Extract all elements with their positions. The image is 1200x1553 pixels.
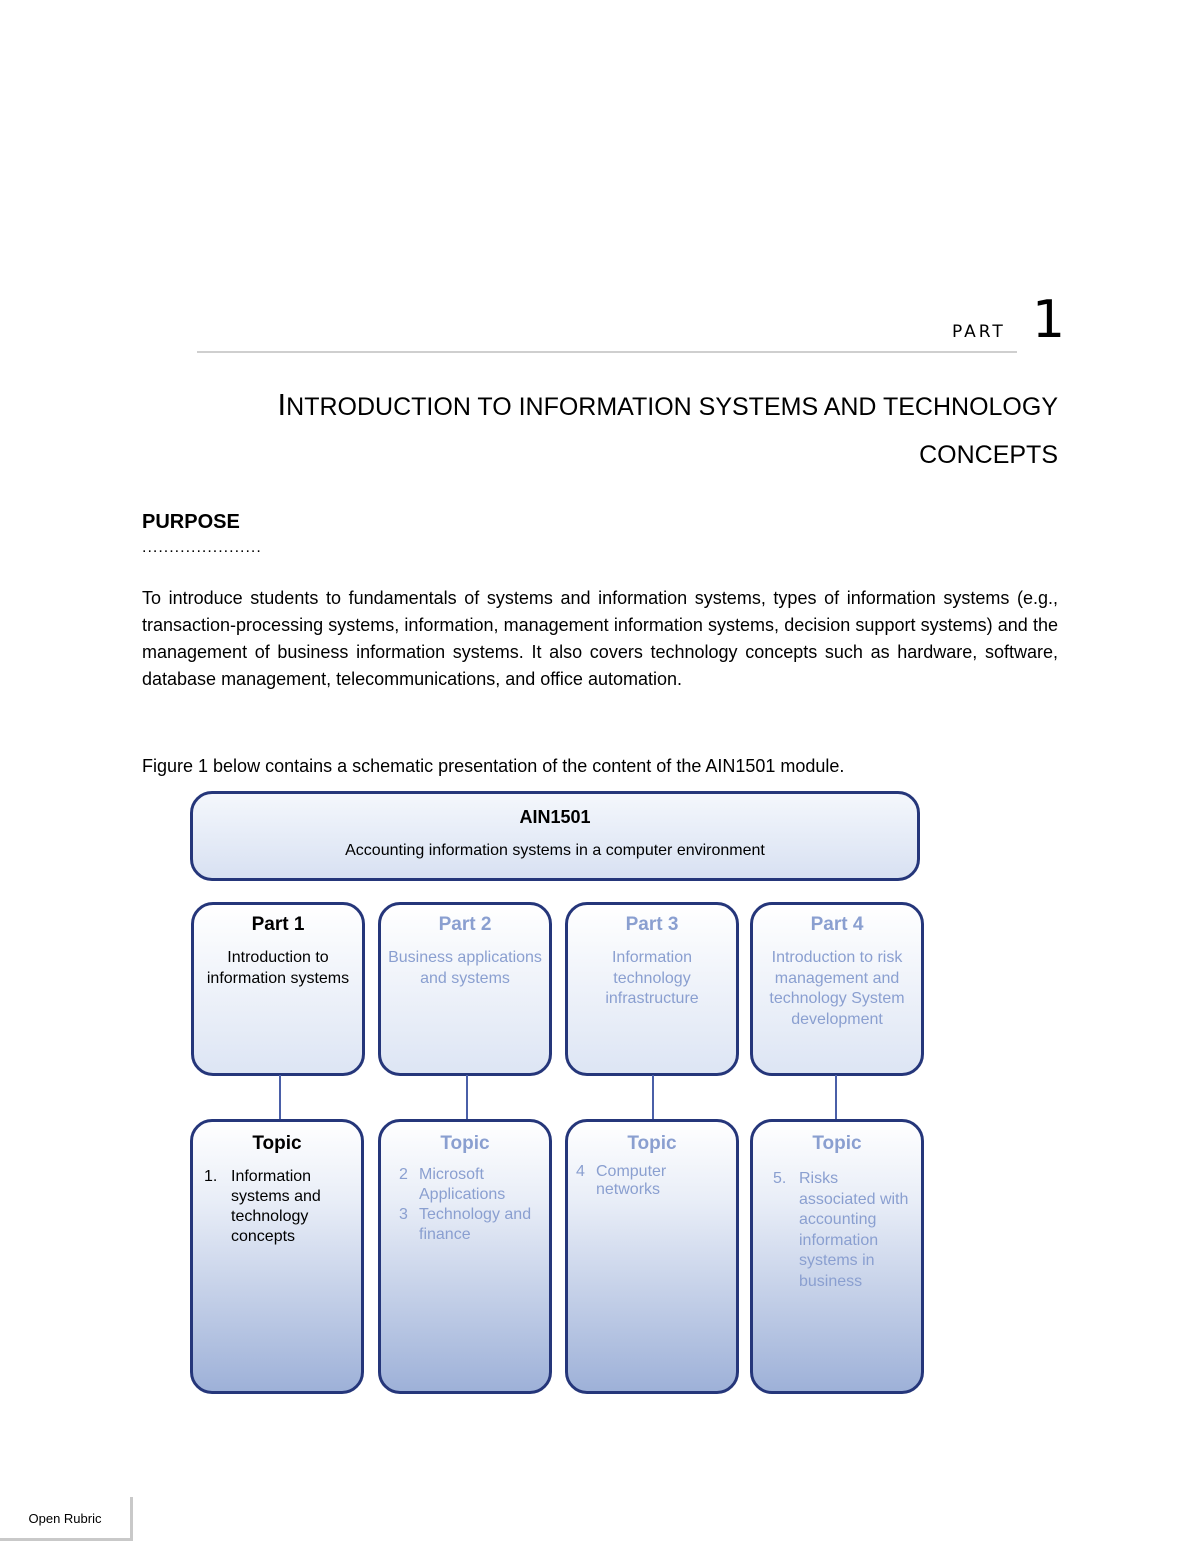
topic-item-number: 5. (773, 1170, 787, 1187)
connector-2 (466, 1075, 468, 1119)
title-initial: I (277, 387, 287, 422)
part-box-title: Part 1 (251, 914, 305, 935)
topic-item (381, 1165, 549, 1205)
part-rule (197, 351, 1017, 353)
topic-box-3 (565, 1119, 739, 1394)
figure-caption: Figure 1 below contains a schematic presentation of the content of the AIN1501 module. (142, 756, 845, 776)
topic-item (193, 1167, 361, 1247)
purpose-dots: ...................... (142, 539, 262, 556)
page-title-line1 (278, 387, 1058, 423)
part-box-title: Part 2 (438, 914, 492, 935)
part-box-4 (750, 902, 924, 1076)
title-line1-text: NTRODUCTION TO INFORMATION SYSTEMS AND TECHNOLOGY (286, 393, 1058, 421)
topic-item (568, 1163, 736, 1199)
topic-item (753, 1169, 921, 1292)
part-box-title: Part 4 (810, 914, 864, 935)
module-name: Accounting information systems in a computer environment (345, 842, 765, 859)
part-box-1 (191, 902, 365, 1076)
topic-list (568, 1163, 736, 1199)
topic-box-2 (378, 1119, 552, 1394)
topic-box-title: Topic (440, 1133, 490, 1154)
topic-item-number: 2 (399, 1166, 408, 1183)
part-box-title: Part 3 (625, 914, 679, 935)
topic-box-title: Topic (627, 1133, 677, 1154)
topic-list (753, 1169, 921, 1292)
part-box-description: Introduction to information systems (206, 949, 350, 987)
topic-box-title: Topic (252, 1133, 302, 1154)
connector-3 (652, 1075, 654, 1119)
part-number: 1 (1032, 290, 1066, 350)
topic-item-number: 4 (576, 1163, 585, 1180)
part-box-description: Business applications and systems (388, 949, 542, 987)
part-box-3 (565, 902, 739, 1076)
part-box-description: Information technology infrastructure (605, 949, 699, 1007)
part-box-2 (378, 902, 552, 1076)
topic-list (381, 1165, 549, 1245)
purpose-heading: PURPOSE (142, 511, 240, 533)
topic-box-4 (750, 1119, 924, 1394)
topic-item-text: Microsoft Applications (419, 1166, 506, 1203)
purpose-paragraph: To introduce students to fundamentals of systems and information systems, types of information systems (e.g., transaction-processing systems, information, management information systems, decision support systems) and the management of business information systems. It also covers technology concepts such as hardware, software, database management, telecommunications, and office automation. (142, 588, 1058, 689)
topic-box-1 (190, 1119, 364, 1394)
connector-1 (279, 1075, 281, 1119)
topic-item-text: Technology and finance (419, 1206, 532, 1243)
connector-4 (835, 1075, 837, 1119)
module-box (190, 791, 920, 881)
topic-item-text: Computer networks (596, 1163, 667, 1198)
topic-item-number: 3 (399, 1206, 408, 1223)
topic-item-number: 1. (204, 1168, 218, 1185)
topic-item-text: Information systems and technology concepts (231, 1168, 321, 1245)
topic-box-title: Topic (812, 1133, 862, 1154)
page-title-line2: CONCEPTS (919, 441, 1058, 469)
module-code: AIN1501 (519, 807, 591, 827)
part-label: PART (952, 322, 1006, 342)
topic-item (381, 1205, 549, 1245)
topic-list (193, 1167, 361, 1247)
topic-item-text: Risks associated with accounting information systems in business (799, 1170, 909, 1290)
part-box-description: Introduction to risk management and technology System development (769, 949, 905, 1028)
open-rubric-button[interactable]: Open Rubric (0, 1497, 133, 1541)
